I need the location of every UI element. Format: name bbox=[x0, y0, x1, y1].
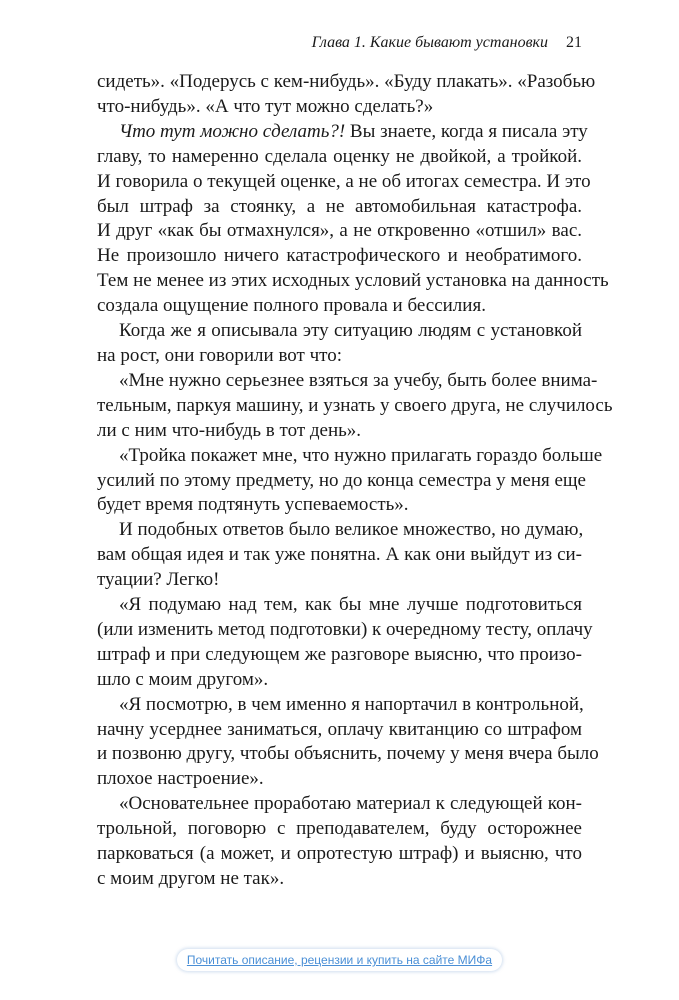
text-line: Не произошло ничего катастрофического и необратимого. bbox=[97, 245, 582, 267]
body-text bbox=[97, 70, 613, 892]
paragraph-8 bbox=[97, 693, 599, 793]
running-head bbox=[0, 34, 582, 52]
text-line: «Я подумаю над тем, как бы мне лучше подготовиться bbox=[119, 594, 582, 616]
text-line: «Мне нужно серьезнее взяться за учебу, быть более внима- bbox=[119, 369, 598, 391]
text-line: вам общая идея и так уже понятна. А как они выйдут из си- bbox=[97, 544, 582, 566]
text-line: туации? Легко! bbox=[97, 569, 220, 591]
paragraph-3 bbox=[97, 319, 582, 369]
text-line: и позвоню другу, чтобы объяснить, почему у меня вчера было bbox=[97, 743, 599, 765]
text-line bbox=[97, 120, 588, 145]
text-line: И друг «как бы отмахнулся», а не откровенно «отшил» вас. bbox=[97, 220, 582, 242]
text-line: начну усерднее заниматься, оплачу квитанцию со штрафом bbox=[97, 718, 582, 740]
paragraph-6 bbox=[97, 518, 582, 593]
text-line: на рост, они говорили вот что: bbox=[97, 344, 342, 366]
text-line: «Я посмотрю, в чем именно я напортачил в контрольной, bbox=[119, 693, 584, 715]
text-line: усилий по этому предмету, но до конца семестра у меня еще bbox=[97, 469, 586, 491]
text-fragment: Вы знаете, когда я писала эту bbox=[345, 120, 588, 142]
text-line: тельным, паркуя машину, и узнать у своего друга, не случилось bbox=[97, 394, 613, 416]
text-line: что-нибудь». «А что тут можно сделать?» bbox=[97, 95, 434, 117]
text-line: Когда же я описывала эту ситуацию людям с установкой bbox=[119, 320, 582, 342]
buy-book-link[interactable]: Почитать описание, рецензии и купить на сайте МИФа bbox=[177, 949, 502, 971]
text-line: главу, то намеренно сделала оценку не двойкой, а тройкой. bbox=[97, 145, 582, 167]
text-line: шло с моим другом». bbox=[97, 668, 269, 690]
text-line: трольной, поговорю с преподавателем, буду осторожнее bbox=[97, 818, 582, 840]
text-line: «Основательнее проработаю материал к следующей кон- bbox=[119, 793, 582, 815]
text-line: (или изменить метод подготовки) к очередному тесту, оплачу bbox=[97, 618, 593, 640]
text-line: «Тройка покажет мне, что нужно прилагать гораздо больше bbox=[119, 444, 603, 466]
text-line: парковаться (а может, и опротестую штраф) и выясню, что bbox=[97, 843, 582, 865]
paragraph-1 bbox=[97, 70, 596, 120]
text-line: Тем не менее из этих исходных условий установка на данность bbox=[97, 270, 609, 292]
text-line: с моим другом не так». bbox=[97, 868, 285, 889]
text-line: сидеть». «Подерусь с кем-нибудь». «Буду плакать». «Разобью bbox=[97, 71, 596, 92]
chapter-title: Глава 1. Какие бывают установки bbox=[311, 34, 548, 51]
text-line: И говорила о текущей оценке, а не об итогах семестра. И это bbox=[97, 170, 591, 192]
text-line: ли с ним что-нибудь в тот день». bbox=[97, 419, 362, 441]
paragraph-5 bbox=[97, 444, 603, 519]
italic-phrase: Что тут можно сделать?! bbox=[119, 120, 346, 142]
text-line: создала ощущение полного провала и бессилия. bbox=[97, 295, 486, 317]
paragraph-9 bbox=[97, 792, 582, 892]
text-line: будет время подтянуть успеваемость». bbox=[97, 494, 409, 516]
text-line: был штраф за стоянку, а не автомобильная катастрофа. bbox=[97, 195, 582, 217]
footer bbox=[0, 949, 679, 971]
text-line: И подобных ответов было великое множество, но думаю, bbox=[119, 519, 584, 541]
paragraph-2 bbox=[97, 120, 609, 319]
text-line: штраф и при следующем же разговоре выясню, что произо- bbox=[97, 643, 582, 665]
paragraph-4 bbox=[97, 369, 613, 444]
text-line: плохое настроение». bbox=[97, 768, 264, 790]
paragraph-7 bbox=[97, 593, 593, 693]
page-number: 21 bbox=[566, 34, 582, 51]
